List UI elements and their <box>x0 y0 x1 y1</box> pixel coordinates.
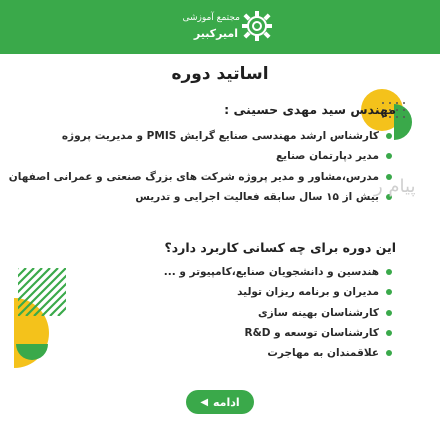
logo-line2: امیرکبیر <box>193 27 238 40</box>
bullet-icon <box>386 289 392 295</box>
bullet-icon <box>386 133 392 139</box>
continue-button[interactable] <box>186 390 254 414</box>
list-item: مدرس،مشاور و مدیر پروژه شرکت های بزرگ صنعتی و عمرانی اصفهان <box>9 167 392 187</box>
list-item: کارشناس ارشد مهندسی صنایع گرایش PMIS و مدیریت پروژه <box>9 126 392 146</box>
bullet-icon <box>386 269 392 275</box>
instructor-list <box>9 126 392 207</box>
list-item: کارشناسان توسعه و R&D <box>164 323 392 343</box>
watermark: پیام ر <box>374 176 416 197</box>
decorative-green-halfcircle-bottom <box>16 344 48 364</box>
header-bar <box>0 0 440 54</box>
audience-title: این دوره برای چه کسانی کاربرد دارد؟ <box>164 240 396 255</box>
bullet-icon <box>386 153 392 159</box>
list-item: علاقمندان به مهاجرت <box>164 343 392 363</box>
list-item: مدیران و برنامه ریزان تولید <box>164 282 392 302</box>
list-item: مدیر دپارتمان صنایع <box>9 146 392 166</box>
list-item: هندسین و دانشجویان صنایع،کامپیوتر و ... <box>164 262 392 282</box>
arrow-left-icon: ◀ <box>200 396 209 408</box>
decorative-striped-square <box>18 268 66 316</box>
list-item: بیش از ۱۵ سال سابقه فعالیت اجرایی و تدریس <box>9 187 392 207</box>
page-title: اساتید دوره <box>171 64 269 84</box>
logo-line1: مجتمع آموزشی <box>182 13 240 23</box>
continue-button-label: ادامه <box>213 395 240 409</box>
logo <box>168 7 274 47</box>
bullet-icon <box>386 310 392 316</box>
audience-list <box>164 262 392 363</box>
list-item: کارشناسان بهینه سازی <box>164 303 392 323</box>
bullet-icon <box>386 330 392 336</box>
gear-logo-icon <box>240 9 274 43</box>
bullet-icon <box>386 350 392 356</box>
instructor-title: مهندس سید مهدی حسینی : <box>224 102 396 117</box>
